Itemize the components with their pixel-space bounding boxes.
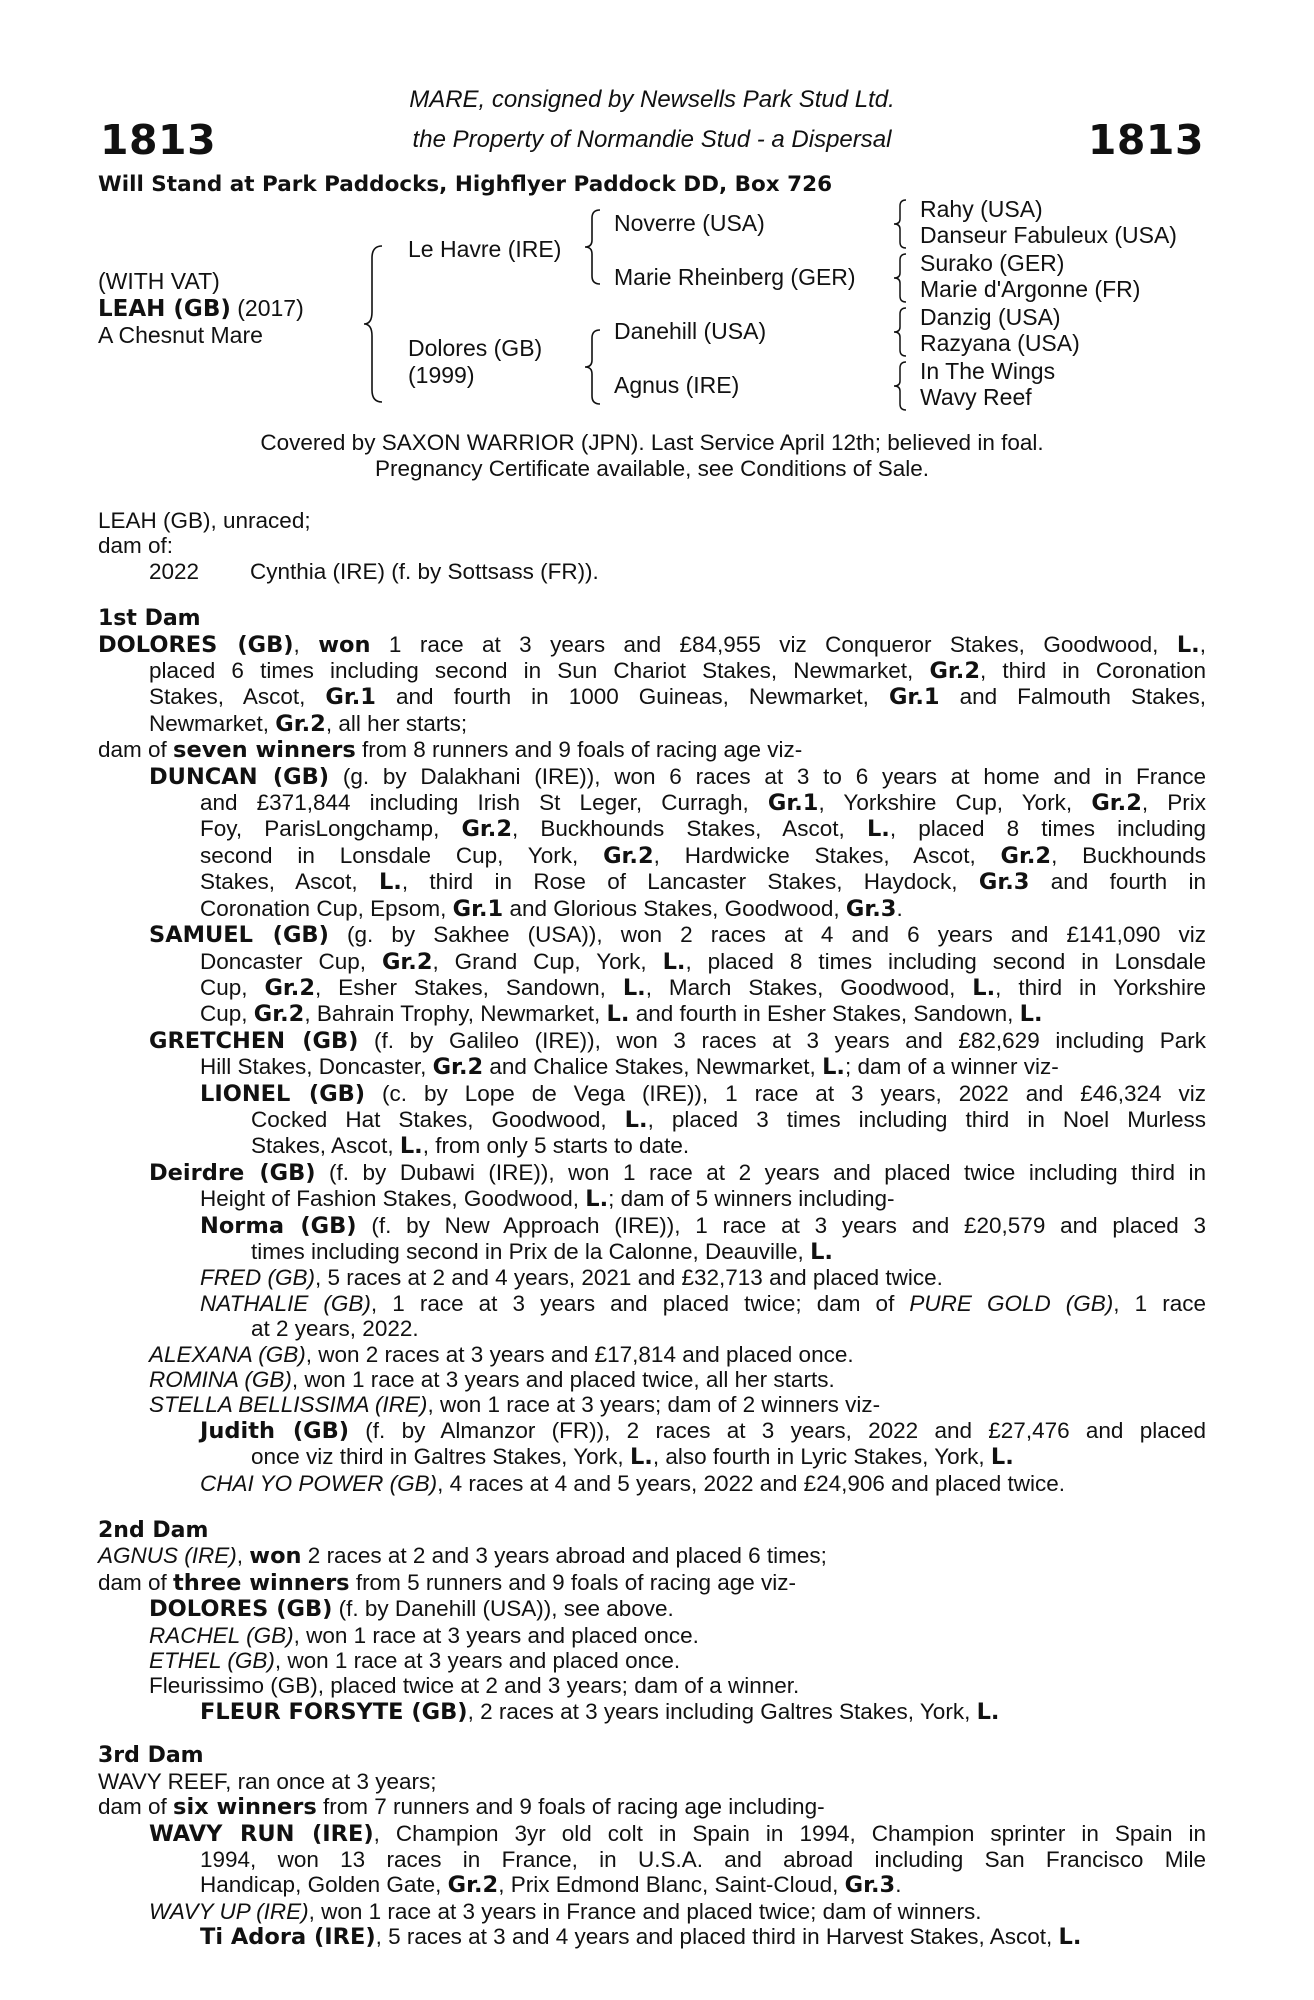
catalogue-page [98, 80, 1206, 1951]
produce-year: 2022 [149, 558, 200, 584]
third-dam-record: WAVY REEF, ran once at 3 years; dam of six winners from 7 runners and 9 foals of racing age including- WAVY RUN (IRE), Champion 3yr old colt in Spain in 1994, Champion sprinter in Spain in 1994, won 13 races in France, in U.S.A. and abroad including San Francisco Mile Handicap, Golden Gate, Gr.2, Prix Edmond Blanc, Saint-Cloud, Gr.3. WAVY UP (IRE), won 1 race at 3 years in France and placed twice; dam of winners. Ti Adora (IRE), 5 races at 3 and 4 years and placed third in Harvest Stakes, Ascot, L. [98, 1768, 1206, 1951]
ancestor-7: In The Wings [920, 358, 1056, 384]
ancestor-5: Danzig (USA) [920, 304, 1061, 330]
catalogue-body [98, 508, 1206, 1951]
lot-number-right: 1813 [1087, 116, 1204, 164]
certificate-line: Pregnancy Certificate available, see Conditions of Sale. [374, 456, 930, 481]
first-dam-record: DOLORES (GB), won 1 race at 3 years and £84,955 viz Conqueror Stakes, Goodwood, L., placed 6 times including second in Sun Chariot Stakes, Newmarket, Gr.2, third in Coronation Stakes, Ascot, Gr.1 and fourth in 1000 Guineas, Newmarket, Gr.1 and Falmouth Stakes, Newmarket, Gr.2, all her starts; dam of seven winners from 8 runners and 9 foals of racing age viz- DUNCAN (GB) (g. by Dalakhani (IRE)), won 6 races at 3 to 6 years at home and in France and £371,844 including Irish St Leger, Curragh, Gr.1, Yorkshire Cup, York, Gr.2, Prix Foy, ParisLongchamp, Gr.2, Buckhounds Stakes, Ascot, L., placed 8 times including second in Lonsdale Cup, York, Gr.2, Hardwicke Stakes, Ascot, Gr.2, Buckhounds Stakes, Ascot, L., third in Rose of Lancaster Stakes, Haydock, Gr.3 and fourth in Coronation Cup, Epsom, Gr.1 and Glorious Stakes, Goodwood, Gr.3. SAMUEL (GB) (g. by Sakhee (USA)), won 2 races at 4 and 6 years and £141,090 viz Doncaster Cup, Gr.2, Grand Cup, York, L., placed 8 times including second in Lonsdale Cup, Gr.2, Esher Stakes, Sandown, L., March Stakes, Goodwood, L., third in Yorkshire Cup, Gr.2, Bahrain Trophy, Newmarket, L. and fourth in Esher Stakes, Sandown, L. GRETCHEN (GB) (f. by Galileo (IRE)), won 3 races at 3 years and £82,629 including Park Hill Stakes, Doncaster, Gr.2 and Chalice Stakes, Newmarket, L.; dam of a winner viz- LIONEL (GB) (c. by Lope de Vega (IRE)), 1 race at 3 years, 2022 and £46,324 viz Cocked Hat Stakes, Goodwood, L., placed 3 times including third in Noel Murless Stakes, Ascot, L., from only 5 starts to date. Deirdre (GB) (f. by Dubawi (IRE)), won 1 race at 2 years and placed twice including third in Height of Fashion Stakes, Goodwood, L.; dam of 5 winners including- Norma (GB) (f. by New Approach (IRE)), 1 race at 3 years and £20,579 and placed 3 times including second in Prix de la Calonne, Deauville, L. FRED (GB), 5 races at 2 and 4 years, 2021 and £32,713 and placed twice. NATHALIE (GB), 1 race at 3 years and placed twice; dam of PURE GOLD (GB), 1 race at 2 years, 2022. ALEXANA (GB), won 2 races at 3 years and £17,814 and placed once. ROMINA (GB), won 1 race at 3 years and placed twice, all her starts. STELLA BELLISSIMA (IRE), won 1 race at 3 years; dam of 2 winners viz- Judith (GB) (f. by Almanzor (FR)), 2 races at 3 years, 2022 and £27,476 and placed once viz third in Galtres Stakes, York, L., also fourth in Lyric Stakes, York, L. CHAI YO POWER (GB), 4 races at 4 and 5 years, 2022 and £24,906 and placed twice. [98, 631, 1207, 1496]
horse-name: LEAH (GB) [98, 296, 231, 322]
consignor-line: MARE, consigned by Newsells Park Stud Ltd. [409, 86, 895, 113]
third-dam-heading: 3rd Dam [98, 1743, 204, 1769]
dam: Dolores (GB) [408, 335, 543, 361]
covering-note [98, 430, 1206, 482]
produce-record [98, 559, 1206, 584]
ancestor-8: Wavy Reef [920, 384, 1032, 410]
sire-sire: Noverre (USA) [614, 210, 765, 236]
sire-dam: Marie Rheinberg (GER) [614, 264, 856, 290]
ancestor-1: Rahy (USA) [920, 196, 1043, 222]
horse-name-line [98, 295, 304, 322]
ancestor-3: Surako (GER) [920, 250, 1065, 276]
g2-bracket-icon [892, 252, 912, 304]
first-dam-heading: 1st Dam [98, 606, 201, 632]
sire-parents-bracket-icon [584, 208, 606, 286]
produce-label: dam of: [98, 533, 174, 559]
lot-header [98, 80, 1206, 164]
g4-bracket-icon [892, 360, 912, 412]
property-line: the Property of Normandie Stud - a Dispersal [412, 126, 892, 153]
dam-year: (1999) [408, 362, 475, 388]
horse-description: A Chesnut Mare [98, 322, 263, 348]
covering-line: Covered by SAXON WARRIOR (JPN). Last Service April 12th; believed in foal. [260, 430, 1044, 455]
g1-bracket-icon [892, 198, 912, 250]
g3-bracket-icon [892, 306, 912, 358]
ancestor-2: Danseur Fabuleux (USA) [920, 222, 1177, 248]
second-dam-heading: 2nd Dam [98, 1518, 209, 1544]
horse-year: (2017) [230, 295, 304, 321]
ancestor-6: Razyana (USA) [920, 330, 1080, 356]
produce-intro: LEAH (GB), unraced; [98, 508, 311, 533]
sire: Le Havre (IRE) [408, 236, 562, 262]
ancestor-4: Marie d'Argonne (FR) [920, 276, 1141, 302]
stabling-location: Will Stand at Park Paddocks, Highflyer Paddock DD, Box 726 [98, 172, 833, 197]
pedigree-table [98, 196, 1206, 422]
dam-parents-bracket-icon [584, 328, 606, 406]
lot-number-left: 1813 [100, 116, 217, 164]
dam-sire: Danehill (USA) [614, 318, 767, 344]
vat-note: (WITH VAT) [98, 268, 220, 294]
consignor-lines [98, 80, 1206, 160]
dam-dam: Agnus (IRE) [614, 372, 740, 398]
second-dam-record: AGNUS (IRE), won 2 races at 2 and 3 years abroad and placed 6 times; dam of three winners from 5 runners and 9 foals of racing age viz- DOLORES (GB) (f. by Danehill (USA)), see above. RACHEL (GB), won 1 race at 3 years and placed once. ETHEL (GB), won 1 race at 3 years and placed once. Fleurissimo (GB), placed twice at 2 and 3 years; dam of a winner. FLEUR FORSYTE (GB), 2 races at 3 years including Galtres Stakes, York, L. [98, 1543, 1000, 1725]
produce-foal: Cynthia (IRE) (f. by Sottsass (FR)). [250, 558, 599, 584]
sire-dam-bracket-icon [364, 244, 390, 404]
